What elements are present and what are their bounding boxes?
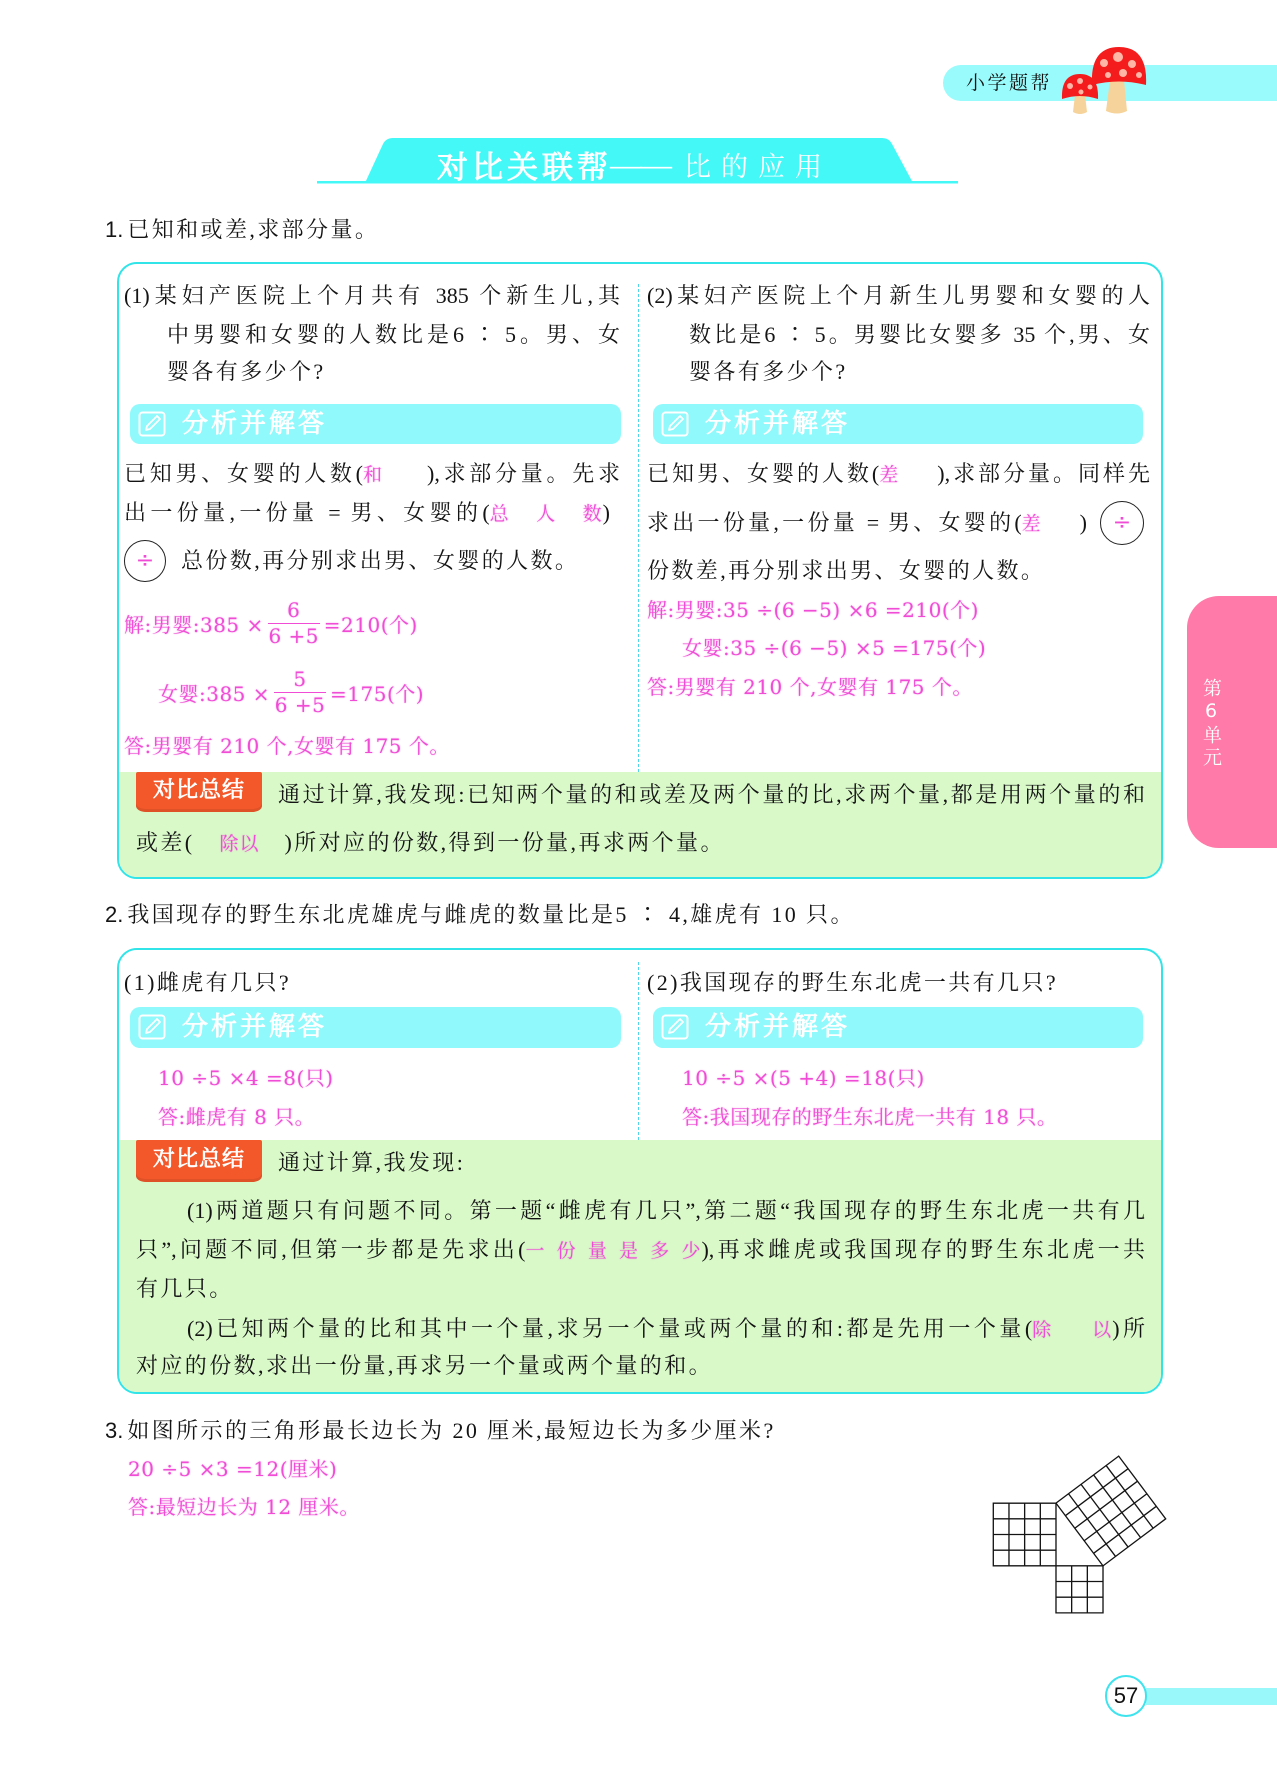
fill-in-answer: 差 xyxy=(1021,513,1042,535)
fill-in-answer: 和 xyxy=(363,464,384,486)
solution-label: 解:男婴:385 × xyxy=(124,612,264,637)
solution-result: =210(个) xyxy=(323,612,418,637)
q2-p2-question: (2)我国现存的野生东北虎一共有几只? xyxy=(647,970,1059,995)
title-subtitle: 比的应用 xyxy=(684,151,832,183)
q1-p2-analysis-line xyxy=(647,459,1150,489)
column-divider xyxy=(638,962,639,1140)
pencil-edit-icon xyxy=(661,411,689,437)
summary-badge: 对比总结 xyxy=(136,1140,262,1182)
summary-line: 通过计算,我发现:已知两个量的和或差及两个量的比,求两个量,都是用两个量的和 xyxy=(278,782,1145,807)
summary-line: 对应的份数,求出一份量,再求另一个量或两个量的和。 xyxy=(136,1353,714,1378)
brand-label: 小学题帮 xyxy=(966,72,1053,94)
page-title xyxy=(437,144,832,184)
q2-text: 我国现存的野生东北虎雄虎与雌虎的数量比是5 ∶ 4,雄虎有 10 只。 xyxy=(127,902,855,927)
title-main: 对比关联帮 xyxy=(437,149,612,186)
q1-p1-solution-boy xyxy=(124,595,418,651)
q3-heading xyxy=(105,1416,776,1446)
square-side-5 xyxy=(1056,1456,1166,1566)
summary-line xyxy=(136,1235,1145,1265)
analysis-header-bar xyxy=(653,404,1143,444)
q1-p2-solution-line: 女婴:35 ÷(6 −5) ×5 =175(个) xyxy=(682,636,987,660)
fill-in-answer: 总人数 xyxy=(489,503,603,525)
summary-text: )所 xyxy=(1112,1316,1146,1341)
fill-in-answer: 除以 xyxy=(1032,1319,1113,1341)
summary-line xyxy=(187,1314,1145,1344)
analysis-text: 已知男、女婴的人数( xyxy=(647,461,880,486)
q1-text: 已知和或差,求部分量。 xyxy=(127,217,380,242)
pencil-edit-icon xyxy=(138,1014,166,1040)
q1-p2-solution-line: 解:男婴:35 ÷(6 −5) ×6 =210(个) xyxy=(647,598,979,622)
q2-p2-answer: 答:我国现存的野生东北虎一共有 18 只。 xyxy=(682,1105,1058,1129)
summary-badge: 对比总结 xyxy=(136,772,262,812)
summary-text: ),再求雌虎或我国现存的野生东北虎一共 xyxy=(701,1237,1146,1262)
division-operator-circle: ÷ xyxy=(124,540,166,582)
q3-number: 3. xyxy=(105,1418,124,1443)
division-operator-circle: ÷ xyxy=(1100,501,1144,545)
analysis-header-bar xyxy=(653,1007,1143,1048)
fill-in-answer: 差 xyxy=(879,464,900,486)
summary-intro: 通过计算,我发现: xyxy=(278,1150,466,1175)
q3-solution-line: 20 ÷5 ×3 =12(厘米) xyxy=(128,1457,338,1481)
analysis-header-bar xyxy=(130,404,621,444)
q2-p2-solution-line: 10 ÷5 ×(5 +4) =18(只) xyxy=(682,1066,925,1090)
q1-p2-analysis-line: 份数差,再分别求出男、女婴的人数。 xyxy=(647,558,1046,583)
summary-text: 或差( xyxy=(136,830,195,855)
summary-line: 有几只。 xyxy=(136,1276,234,1301)
analysis-text: ),求部分量。同样先 xyxy=(937,461,1151,486)
analysis-label: 分析并解答 xyxy=(705,1012,851,1042)
q2-p1-question: (1)雌虎有几只? xyxy=(124,970,292,995)
pencil-edit-icon xyxy=(661,1014,689,1040)
page-number-band xyxy=(1146,1688,1277,1705)
q1-p2-question-line: 数比是6 ∶ 5。男婴比女婴多 35 个,男、女 xyxy=(689,322,1150,347)
fraction xyxy=(274,667,326,718)
q2-p1-answer: 答:雌虎有 8 只。 xyxy=(158,1105,316,1129)
q3-text: 如图所示的三角形最长边长为 20 厘米,最短边长为多少厘米? xyxy=(127,1418,776,1443)
unit-side-tab xyxy=(1187,596,1277,848)
column-divider xyxy=(638,284,639,772)
summary-line xyxy=(136,828,725,858)
q1-number: 1. xyxy=(105,217,124,242)
pythagorean-squares-figure xyxy=(990,1453,1169,1616)
square-side-3 xyxy=(1056,1566,1103,1613)
solution-label: 女婴:385 × xyxy=(158,681,271,706)
summary-text: )所对应的份数,得到一份量,再求两个量。 xyxy=(284,830,725,855)
analysis-text: 求出一份量,一份量 = 男、女婴的( xyxy=(647,510,1022,535)
q1-heading xyxy=(105,215,379,245)
fraction-denominator: 6 +5 xyxy=(268,623,320,648)
q2-heading xyxy=(105,900,855,930)
summary-text: 只”,问题不同,但第一步都是先求出( xyxy=(136,1237,526,1262)
fraction-numerator: 6 xyxy=(268,598,320,624)
title-dash: —— xyxy=(610,145,670,182)
analysis-label: 分析并解答 xyxy=(182,1012,328,1042)
solution-result: =175(个) xyxy=(330,681,425,706)
q1-p2-question-line: 婴各有多少个? xyxy=(689,359,848,384)
q3-answer: 答:最短边长为 12 厘米。 xyxy=(128,1495,360,1519)
fraction-denominator: 6 +5 xyxy=(274,692,326,717)
fraction xyxy=(268,598,320,649)
pencil-edit-icon xyxy=(138,411,166,437)
unit-label: 第6单元 xyxy=(1200,678,1222,769)
q1-p2-answer: 答:男婴有 210 个,女婴有 175 个。 xyxy=(647,675,973,699)
analysis-text: 已知男、女婴的人数( xyxy=(124,461,363,486)
summary-line: (1)两道题只有问题不同。第一题“雌虎有几只”,第二题“我国现存的野生东北虎一共有几 xyxy=(187,1198,1145,1223)
q2-number: 2. xyxy=(105,902,124,927)
q1-p1-analysis-line xyxy=(124,498,610,528)
q1-p1-question-line: 婴各有多少个? xyxy=(167,359,326,384)
q1-p1-analysis-line: 总份数,再分别求出男、女婴的人数。 xyxy=(181,548,580,573)
page-number: 57 xyxy=(1105,1675,1147,1717)
fill-in-answer: 除以 xyxy=(219,833,260,855)
q1-p1-analysis-line xyxy=(124,459,620,489)
q1-p1-solution-girl xyxy=(158,664,424,720)
q2-p1-solution-line: 10 ÷5 ×4 =8(只) xyxy=(158,1066,334,1090)
analysis-label: 分析并解答 xyxy=(705,409,851,439)
q1-p2-analysis-line xyxy=(647,508,1087,538)
q1-p1-question-line: (1)某妇产医院上个月共有 385 个新生儿,其 xyxy=(124,283,620,308)
summary-text: (2)已知两个量的比和其中一个量,求另一个量或两个量的和:都是先用一个量( xyxy=(187,1316,1033,1341)
q1-p1-answer: 答:男婴有 210 个,女婴有 175 个。 xyxy=(124,734,450,758)
q1-p1-question-line: 中男婴和女婴的人数比是6 ∶ 5。男、女 xyxy=(167,322,620,347)
analysis-text: ),求部分量。先求 xyxy=(427,461,621,486)
analysis-text: ) xyxy=(602,500,610,525)
fill-in-answer: 一份量是多少 xyxy=(525,1240,702,1262)
fraction-numerator: 5 xyxy=(274,667,326,693)
analysis-header-bar xyxy=(130,1007,621,1048)
analysis-text: ) xyxy=(1079,510,1087,535)
analysis-label: 分析并解答 xyxy=(182,409,328,439)
analysis-text: 出一份量,一份量 = 男、女婴的( xyxy=(124,500,490,525)
q1-p2-question-line: (2)某妇产医院上个月新生儿男婴和女婴的人 xyxy=(647,283,1150,308)
square-side-4 xyxy=(993,1503,1056,1566)
